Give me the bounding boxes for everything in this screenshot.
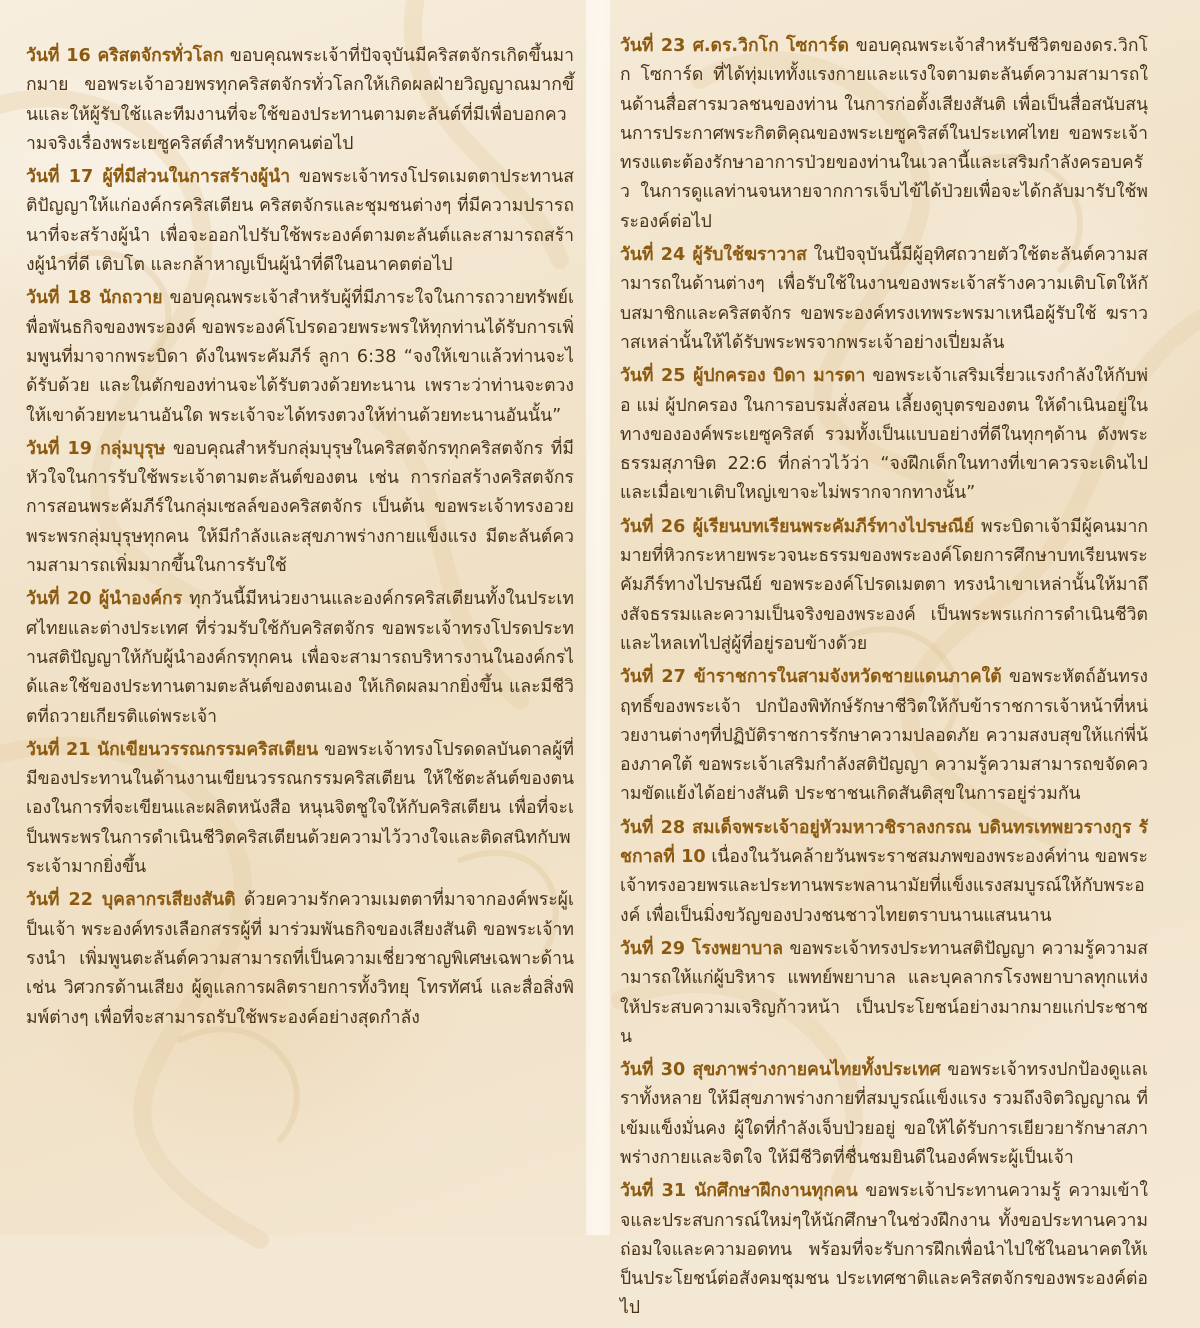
entry-heading: วันที่ 29 โรงพยาบาล xyxy=(620,938,784,959)
entry-text: ขอพระเจ้าทรงปกป้องดูแลเราทั้งหลาย ให้มีสุขภาพร่างกายที่สมบูรณ์แข็งแรง รวมถึงจิตวิญญาณ ที่เข้มแข็งมั่นคง ผู้ใดที่กำลังเจ็บป่วยอยู่ ขอให้ได้รับการเยียวยารักษาสภาพร่างกายและจิตใจ ให้มีชีวิตที่ชื่นชมยินดีในองค์พระผู้เป็นเจ้า xyxy=(620,1060,1148,1168)
entry-text: ขอพระเจ้าทรงประทานสติปัญญา ความรู้ความสามารถให้แก่ผู้บริหาร แพทย์พยาบาล และบุคลากรโรงพยาบาลทุกแห่ง ให้ประสบความเจริญก้าวหน้า เป็นประโยชน์อย่างมากมายแก่ประชาชน xyxy=(620,938,1148,1047)
entry-heading: วันที่ 31 นักศึกษาฝึกงานทุกคน xyxy=(620,1181,858,1202)
entry-text: ในปัจจุบันนี้มีผู้อุทิศถวายตัวใช้ตะลันต์ความสามารถในด้านต่างๆ เพื่อรับใช้ในงานของพระเจ้าสร้างความเติบโตให้กับสมาชิกและคริสตจักร ขอพระองค์ทรงเทพระพรมาเหนือผู้รับใช้ ฆราวาสเหล่านั้นให้ได้รับพระพรจากพระเจ้าอย่างเปี่ยมล้น xyxy=(620,245,1148,353)
entry-text: ขอบคุณพระเจ้าที่ปัจจุบันมีคริสตจักรเกิดขึ้นมากมาย ขอพระเจ้าอวยพรทุกคริสตจักรทั่วโลกให้เกิดผลฝ่ายวิญญาณมากขึ้นและให้ผู้รับใช้และทีมงานที่จะใช้ของประทานตามตะลันต์ที่มีเพื่อบอกความจริงเรื่องพระเยซูคริสต์สำหรับทุกคนต่อไป xyxy=(26,46,574,154)
entry-text: ทุกวันนี้มีหน่วยงานและองค์กรคริสเตียนทั้งในประเทศไทยและต่างประเทศ ที่ร่วมรับใช้กับคริสตจักร ขอพระเจ้าทรงโปรดประทานสติปัญญาให้กับผู้นำองค์กรทุกคน เพื่อจะสามารถบริหารงานในองค์กรได้และใช้ของประทานตามตะลันต์ของตนเอง ให้เกิดผลมากยิ่งขึ้น และมีชีวิตที่ถวายเกียรติแด่พระเจ้า xyxy=(26,589,575,727)
entry-text: ขอพระเจ้าประทานความรู้ ความเข้าใจและประสบการณ์ใหม่ๆให้นักศึกษาในช่วงฝึกงาน ทั้งขอประทานความถ่อมใจและความอดทน พร้อมที่จะรับการฝึกเพื่อนำไปใช้ในอนาคตให้เป็นประโยชน์ต่อสังคมชุมชน ประเทศชาติและคริสตจักรของพระองค์ต่อไป xyxy=(620,1181,1149,1319)
entry-heading: วันที่ 20 ผู้นำองค์กร xyxy=(26,589,183,610)
entry-text: ขอบคุณพระเจ้าสำหรับชีวิตของดร.วิกโก โซการ์ด ที่ได้ทุ่มเททั้งแรงกายและแรงใจตามตะลันต์ความสามารถในด้านสื่อสารมวลชนของท่าน ในการก่อตั้งเสียงสันติ เพื่อเป็นสื่อสนับสนุนการประกาศพระกิตติคุณของพระเยซูคริสต์ในประเทศไทย ขอพระเจ้าทรงแตะต้องรักษาอาการป่วยของท่านในเวลานี้และเสริมกำลังครอบครัว ในการดูแลท่านจนหายจากการเจ็บไข้ได้ป่วยเพื่อจะได้กลับมารับใช้พระองค์ต่อไป xyxy=(620,36,1148,232)
entry-heading: วันที่ 23 ศ.ดร.วิกโก โซการ์ด xyxy=(620,36,849,56)
entry-heading: วันที่ 22 บุคลากรเสียงสันติ xyxy=(26,890,236,911)
prayer-entry-day-24 xyxy=(620,241,1148,358)
prayer-entry-day-31 xyxy=(620,1177,1148,1323)
entry-heading: วันที่ 26 ผู้เรียนบทเรียนพระคัมภีร์ทางไปรษณีย์ xyxy=(620,516,975,537)
entry-text: ขอพระเจ้าทรงโปรดดลบันดาลผู้ที่มีของประทานในด้านงานเขียนวรรณกรรมคริสเตียน ให้ใช้ตะลันต์ของตนเองในการที่จะเขียนและผลิตหนังสือ หนุนจิตชูใจให้กับคริสเตียน เพื่อที่จะเป็นพระพรในการดำเนินชีวิตคริสเตียนด้วยความไว้วางใจและติดสนิทกับพระเจ้ามากยิ่งขึ้น xyxy=(26,739,574,878)
entry-heading: วันที่ 18 นักถวาย xyxy=(26,288,163,309)
entry-text: ขอพระเจ้าทรงโปรดเมตตาประทานสติปัญญาให้แก่องค์กรคริสเตียน คริสตจักรและชุมชนต่างๆ ที่มีความปรารถนาที่จะสร้างผู้นำ เพื่อจะออกไปรับใช้พระองค์ตามตะลันต์และสามารถสร้างผู้นำที่ดี เติบโต และกล้าหาญเป็นผู้นำที่ดีในอนาคตต่อไป xyxy=(26,167,574,276)
entry-heading: วันที่ 17 ผู้ที่มีส่วนในการสร้างผู้นำ xyxy=(26,167,291,188)
prayer-entry-day-20 xyxy=(26,585,574,731)
prayer-entry-day-19 xyxy=(26,435,574,581)
entry-text: ขอบคุณสำหรับกลุ่มบุรุษในคริสตจักรทุกคริสตจักร ที่มีหัวใจในการรับใช้พระเจ้าตามตะลันต์ของตน เช่น การก่อสร้างคริสตจักร การสอนพระคัมภีร์ในกลุ่มเซลล์ของคริสตจักร เป็นต้น ขอพระเจ้าทรงอวยพระพรกลุ่มบุรุษทุกคน ให้มีกำลังและสุขภาพร่างกายแข็งแรง มีตะลันต์ความสามารถเพิ่มมากขึ้นในการรับใช้ xyxy=(26,438,574,577)
entry-heading: วันที่ 28 สมเด็จพระเจ้าอยู่หัวมหาวชิราลงกรณ บดินทรเทพยวรางกูร รัชกาลที่ 10 xyxy=(620,817,1148,868)
entry-text: ด้วยความรักความเมตตาที่มาจากองค์พระผู้เป็นเจ้า พระองค์ทรงเลือกสรรผู้ที่ มาร่วมพันธกิจของเสียงสันติ ขอพระเจ้าทรงนำ เพิ่มพูนตะลันต์ความสามารถที่เป็นความเชี่ยวชาญพิเศษเฉพาะด้าน เช่น วิศวกรด้านเสียง ผู้ดูแลการผลิตรายการทั้งวิทยุ โทรทัศน์ และสื่อสิ่งพิมพ์ต่างๆ เพื่อที่จะสามารถรับใช้พระองค์อย่างสุดกำลัง xyxy=(26,890,575,1028)
right-column xyxy=(620,0,1148,1328)
prayer-entry-day-23 xyxy=(620,32,1148,237)
prayer-entry-day-27 xyxy=(620,663,1148,809)
entry-heading: วันที่ 27 ข้าราชการในสามจังหวัดชายแดนภาคใต้ xyxy=(620,667,1002,688)
entry-heading: วันที่ 30 สุขภาพร่างกายคนไทยทั้งประเทศ xyxy=(620,1060,941,1081)
prayer-entry-day-26 xyxy=(620,513,1148,659)
prayer-entry-day-16 xyxy=(26,42,574,159)
entry-heading: วันที่ 21 นักเขียนวรรณกรรมคริสเตียน xyxy=(26,739,319,760)
prayer-entry-day-28 xyxy=(620,814,1148,931)
entry-text: เนื่องในวันคล้ายวันพระราชสมภพของพระองค์ท่าน ขอพระเจ้าทรงอวยพรและประทานพระพลานามัยที่แข็งแรงสมบูรณ์ให้กับพระองค์ เพื่อเป็นมิ่งขวัญของปวงชนชาวไทยตราบนานแสนนาน xyxy=(620,847,1148,926)
prayer-entry-day-22 xyxy=(26,886,574,1032)
left-column xyxy=(26,0,574,1037)
entry-text: พระบิดาเจ้ามีผู้คนมากมายที่หิวกระหายพระวจนะธรรมของพระองค์โดยการศึกษาบทเรียนพระคัมภีร์ทางไปรษณีย์ ขอพระองค์โปรดเมตตา ทรงนำเขาเหล่านั้นให้มาถึงสัจธรรมและความเป็นจริงของพระองค์ เป็นพระพรแก่การดำเนินชีวิต และไหลเทไปสู่ผู้ที่อยู่รอบข้างด้วย xyxy=(620,516,1148,654)
entry-heading: วันที่ 16 คริสตจักรทั่วโลก xyxy=(26,46,224,66)
prayer-entry-day-30 xyxy=(620,1056,1148,1173)
prayer-entry-day-25 xyxy=(620,362,1148,508)
prayer-entry-day-18 xyxy=(26,284,574,430)
entry-heading: วันที่ 19 กลุ่มบุรุษ xyxy=(26,438,166,459)
prayer-entry-day-29 xyxy=(620,935,1148,1052)
entry-heading: วันที่ 25 ผู้ปกครอง บิดา มารดา xyxy=(620,366,866,387)
column-divider xyxy=(586,0,610,1235)
entry-text: ขอบคุณพระเจ้าสำหรับผู้ที่มีภาระใจในการถวายทรัพย์เพื่อพันธกิจของพระองค์ ขอพระองค์โปรดอวยพระพรให้ทุกท่านได้รับการเพิ่มพูนที่มาจากพระบิดา ดังในพระคัมภีร์ ลูกา 6:38 “จงให้เขาแล้วท่านจะได้รับด้วย และในตักของท่านจะได้รับตวงด้วยทะนาน เพราะว่าท่านจะตวงให้เขาด้วยทะนานอันใด พระเจ้าจะได้ทรงตวงให้ท่านด้วยทะนานอันนั้น” xyxy=(26,288,574,426)
entry-text: ขอพระหัตถ์อันทรงฤทธิ์ของพระเจ้า ปกป้องพิทักษ์รักษาชีวิตให้กับข้าราชการเจ้าหน้าที่หน่วยงานต่างๆที่ปฏิบัติราชการรักษาความปลอดภัย ความสงบสุขให้แก่พี่น้องภาคใต้ ขอพระเจ้าเสริมกำลังสติปัญญา ความรู้ความสามารถขจัดความขัดแย้งได้อย่างสันติ ประชาชนเกิดสันติสุขในการอยู่ร่วมกัน xyxy=(620,667,1149,805)
prayer-entry-day-21 xyxy=(26,736,574,882)
prayer-entry-day-17 xyxy=(26,163,574,280)
entry-text: ขอพระเจ้าเสริมเรี่ยวแรงกำลังให้กับพ่อ แม่ ผู้ปกครอง ในการอบรมสั่งสอน เลี้ยงดูบุตรของตน ให้ดำเนินอยู่ในทางขององค์พระเยซูคริสต์ รวมทั้งเป็นแบบอย่างที่ดีในทุกๆด้าน ดังพระธรรมสุภาษิต 22:6 ที่กล่าวไว้ว่า “จงฝึกเด็กในทางที่เขาควรจะเดินไป และเมื่อเขาเติบใหญ่เขาจะไม่พรากจากทางนั้น” xyxy=(620,366,1148,504)
entry-heading: วันที่ 24 ผู้รับใช้ฆราวาส xyxy=(620,245,807,266)
